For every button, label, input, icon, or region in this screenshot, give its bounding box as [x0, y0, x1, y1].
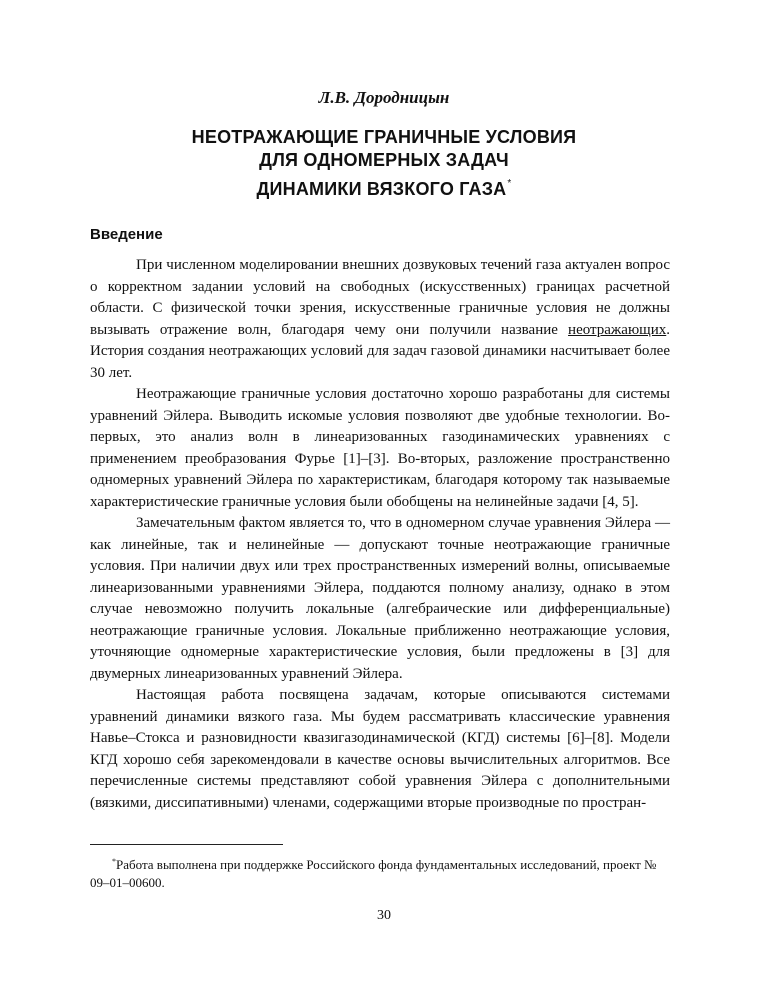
footnote-mark: * — [112, 857, 116, 866]
paragraph-3: Замечательным фактом является то, что в одномерном случае уравнения Эйлера — как линейные, так и нелинейные — допускают точные неотражающие граничные условия. При наличии двух или трех пространственных измерений волны, описываемые линеаризованными уравнениями Эйлера, поддаются полному анализу, однако в этом случае невозможно получить локальные (алгебраические или дифференциальные) неотражающие граничные условия. Локальные приближенно неотражающие условия, уточняющие одномерные характеристические условия, были предложены в [3] для двумерных линеаризованных уравнений Эйлера. — [90, 515, 670, 682]
paragraph-1 — [90, 255, 670, 384]
paragraph-2: Неотражающие граничные условия достаточно хорошо разработаны для системы уравнений Эйлера. Выводить искомые условия позволяют две удобные технологии. Во-первых, это анализ волн в линеаризованных газодинамических уравнениях с применением преобразования Фурье [1]–[3]. Во-вторых, разложение пространственно одномерных уравнений Эйлера по характеристикам, благодаря которому так называемые характеристические граничные условия были обобщены на нелинейные задачи [4, 5]. — [90, 386, 670, 510]
author-name: Л.В. Дородницын — [318, 88, 450, 107]
footnote-text: Работа выполнена при поддержке Российского фонда фундаментальных исследований, проект № 09–01–00600. — [90, 857, 657, 890]
paragraph-4: Настоящая работа посвящена задачам, которые описываются системами уравнений динамики вязкого газа. Мы будем рассматривать классические уравнения Навье–Стокса и разновидности квазигазодинамической (КГД) системы [6]–[8]. Модели КГД хорошо себя зарекомендовали в качестве основы вычислительных алгоритмов. Все перечисленные системы представляют собой уравнения Эйлера с дополнительными (вязкими, диссипативными) членами, содержащими вторые производные по простран- — [90, 687, 670, 811]
paragraph-1-part-a: При численном моделировании внешних дозвуковых течений газа актуален вопрос о корректном задании условий на свободных (искусственных) границах расчетной области. С физической точки зрения, искусственные граничные условия не должны вызывать отражение волн, благодаря чему они получили название — [90, 257, 670, 338]
article-body — [90, 255, 670, 814]
paragraph-1-part-b: . История создания неотражающих условий для задач газовой динамики насчитывает более 30 лет. — [90, 321, 670, 381]
article-title — [90, 126, 678, 201]
title-footnote-mark: * — [507, 178, 512, 189]
underlined-term: неотражающих — [568, 321, 667, 338]
title-line-3-text: ДИНАМИКИ ВЯЗКОГО ГАЗА — [256, 179, 507, 199]
section-heading: Введение — [90, 226, 163, 243]
footnote — [90, 853, 670, 892]
page-number: 30 — [377, 908, 391, 923]
title-line-3 — [90, 172, 678, 201]
title-line-2: ДЛЯ ОДНОМЕРНЫХ ЗАДАЧ — [259, 150, 509, 170]
footnote-divider — [90, 844, 283, 845]
title-line-1: НЕОТРАЖАЮЩИЕ ГРАНИЧНЫЕ УСЛОВИЯ — [191, 127, 577, 147]
